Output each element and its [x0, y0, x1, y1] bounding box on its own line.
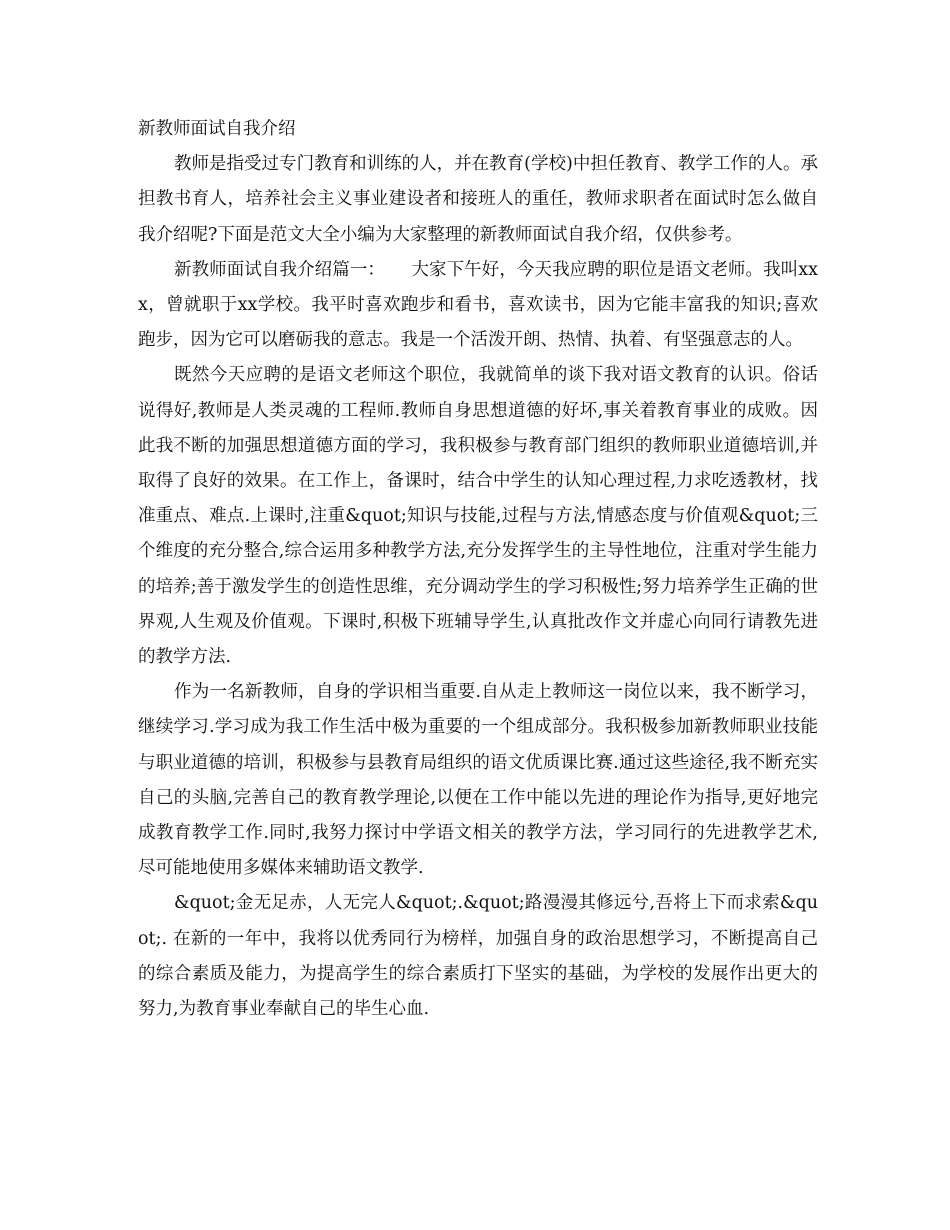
- paragraph-intro: 教师是指受过专门教育和训练的人，并在教育(学校)中担任教育、教学工作的人。承担教书育人，培养社会主义事业建设者和接班人的重任，教师求职者在面试时怎么做自我介绍呢?下面是范文大全小编为大家整理的新教师面试自我介绍，仅供参考。: [138, 154, 818, 245]
- document-page: [138, 112, 818, 1027]
- paragraph-self-introduction: 新教师面试自我介绍篇一： 大家下午好，今天我应聘的职位是语文老师。我叫xxx，曾就职于xx学校。我平时喜欢跑步和看书，喜欢读书，因为它能丰富我的知识;喜欢跑步，因为它可以磨砺我的意志。我是一个活泼开朗、热情、执着、有坚强意志的人。: [138, 259, 818, 351]
- paragraph-teaching-views: 既然今天应聘的是语文老师这个职位，我就简单的谈下我对语文教育的认识。俗话说得好,教师是人类灵魂的工程师.教师自身思想道德的好坏,事关着教育事业的成败。因此我不断的加强思想道德方面的学习，我积极参与教育部门组织的教师职业道德培训,并取得了良好的效果。在工作上，备课时，结合中学生的认知心理过程,力求吃透教材，找准重点、难点.上课时,注重&quot;知识与技能,过程与方法,情感态度与价值观&quot;三个维度的充分整合,综合运用多种教学方法,充分发挥学生的主导性地位，注重对学生能力的培养;善于激发学生的创造性思维，充分调动学生的学习积极性;努力培养学生正确的世界观,人生观及价值观。下课时,积极下班辅导学生,认真批改作文并虚心向同行请教先进的教学方法.: [138, 365, 818, 668]
- paragraph-learning: 作为一名新教师，自身的学识相当重要.自从走上教师这一岗位以来，我不断学习，继续学习.学习成为我工作生活中极为重要的一个组成部分。我积极参加新教师职业技能与职业道德的培训，积极参与县教育局组织的语文优质课比赛.通过这些途径,我不断充实自己的头脑,完善自己的教育教学理论,以便在工作中能以先进的理论作为指导,更好地完成教育教学工作.同时,我努力探讨中学语文相关的教学方法，学习同行的先进教学艺术,尽可能地使用多媒体来辅助语文教学.: [138, 682, 818, 879]
- document-title: 新教师面试自我介绍: [138, 119, 296, 139]
- paragraph-conclusion: &quot;金无足赤，人无完人&quot;.&quot;路漫漫其修远兮,吾将上下而求索&quot;. 在新的一年中，我将以优秀同行为榜样，加强自身的政治思想学习，不断提高自己的综合素质及能力，为提高学生的综合素质打下坚实的基础，为学校的发展作出更大的努力,为教育事业奉献自己的毕生心血.: [138, 893, 818, 1020]
